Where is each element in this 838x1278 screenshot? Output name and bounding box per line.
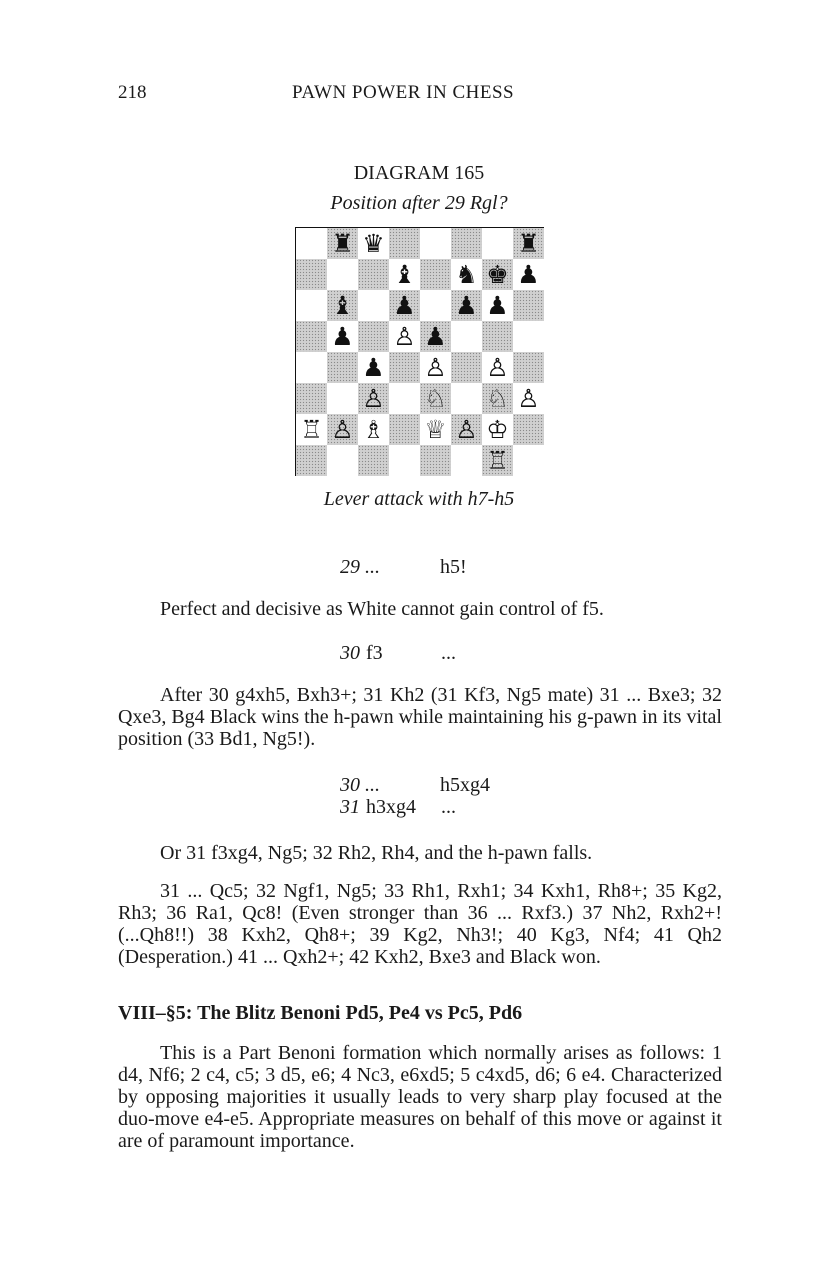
black-queen-icon: ♛ bbox=[362, 229, 385, 258]
board-square bbox=[482, 228, 513, 259]
board-square bbox=[482, 259, 513, 290]
board-square bbox=[513, 352, 544, 383]
board-square bbox=[451, 321, 482, 352]
black-bishop-icon: ♝ bbox=[393, 260, 416, 289]
board-square bbox=[358, 259, 389, 290]
white-knight-icon: ♘ bbox=[486, 384, 509, 413]
chess-board bbox=[295, 227, 544, 476]
board-square bbox=[420, 445, 451, 476]
board-square bbox=[358, 228, 389, 259]
white-bishop-icon: ♗ bbox=[362, 415, 385, 444]
board-square bbox=[327, 290, 358, 321]
board-square bbox=[482, 321, 513, 352]
board-square bbox=[451, 445, 482, 476]
board-square bbox=[513, 290, 544, 321]
board-square bbox=[389, 414, 420, 445]
board-square bbox=[358, 383, 389, 414]
board-square bbox=[420, 228, 451, 259]
board-square bbox=[513, 414, 544, 445]
board-square bbox=[482, 445, 513, 476]
black-pawn-icon: ♟ bbox=[455, 291, 478, 320]
black-pawn-icon: ♟ bbox=[517, 260, 540, 289]
board-square bbox=[296, 259, 327, 290]
board-square bbox=[451, 383, 482, 414]
black-bishop-icon: ♝ bbox=[331, 291, 354, 320]
board-square bbox=[389, 383, 420, 414]
board-square bbox=[482, 383, 513, 414]
running-title: PAWN POWER IN CHESS bbox=[292, 82, 515, 103]
board-square bbox=[358, 290, 389, 321]
white-pawn-icon: ♙ bbox=[455, 415, 478, 444]
board-square bbox=[327, 321, 358, 352]
black-pawn-icon: ♟ bbox=[331, 322, 354, 351]
board-square bbox=[482, 352, 513, 383]
analysis-paragraph: Or 31 f3xg4, Ng5; 32 Rh2, Rh4, and the h-pawn falls. bbox=[160, 842, 593, 864]
board-square bbox=[513, 383, 544, 414]
page-number: 218 bbox=[118, 82, 147, 103]
board-square bbox=[358, 352, 389, 383]
board-square bbox=[327, 259, 358, 290]
diagram-caption: Lever attack with h7-h5 bbox=[323, 488, 515, 510]
analysis-paragraph: After 30 g4xh5, Bxh3+; 31 Kh2 (31 Kf3, Ng5 mate) 31 ... Bxe3; 32 Qxe3, Bg4 Black wins the h-pawn while maintaining his g-pawn in its vital position (33 Bd1, Ng5!). bbox=[118, 684, 722, 750]
move-ellipsis: ... bbox=[441, 796, 456, 818]
move-ellipsis: ... bbox=[441, 642, 456, 664]
board-square bbox=[420, 321, 451, 352]
board-square bbox=[420, 414, 451, 445]
board-square bbox=[327, 445, 358, 476]
board-square bbox=[513, 228, 544, 259]
move-number: 31 bbox=[340, 796, 360, 818]
board-square bbox=[327, 352, 358, 383]
board-square bbox=[513, 259, 544, 290]
move-number: 30 ... bbox=[340, 774, 380, 796]
board-square bbox=[296, 290, 327, 321]
board-square bbox=[296, 445, 327, 476]
board-square bbox=[389, 290, 420, 321]
section-heading: VIII–§5: The Blitz Benoni Pd5, Pe4 vs Pc5, Pd6 bbox=[118, 1002, 523, 1024]
board-square bbox=[358, 445, 389, 476]
white-queen-icon: ♕ bbox=[424, 415, 447, 444]
move-text: h5xg4 bbox=[440, 774, 490, 796]
diagram-title: DIAGRAM 165 bbox=[353, 162, 485, 184]
board-square bbox=[296, 414, 327, 445]
board-square bbox=[420, 383, 451, 414]
white-pawn-icon: ♙ bbox=[362, 384, 385, 413]
black-pawn-icon: ♟ bbox=[424, 322, 447, 351]
board-square bbox=[296, 352, 327, 383]
board-square bbox=[513, 321, 544, 352]
board-square bbox=[451, 414, 482, 445]
board-square bbox=[420, 352, 451, 383]
board-square bbox=[327, 414, 358, 445]
board-square bbox=[420, 259, 451, 290]
black-king-icon: ♚ bbox=[486, 260, 509, 289]
board-square bbox=[451, 352, 482, 383]
move-text: f3 bbox=[366, 642, 383, 664]
move-text: h5! bbox=[440, 556, 467, 578]
black-knight-icon: ♞ bbox=[455, 260, 478, 289]
black-pawn-icon: ♟ bbox=[362, 353, 385, 382]
white-pawn-icon: ♙ bbox=[517, 384, 540, 413]
board-square bbox=[296, 228, 327, 259]
black-rook-icon: ♜ bbox=[331, 229, 354, 258]
board-square bbox=[389, 259, 420, 290]
board-square bbox=[451, 290, 482, 321]
white-knight-icon: ♘ bbox=[424, 384, 447, 413]
board-square bbox=[389, 228, 420, 259]
comment-paragraph: Perfect and decisive as White cannot gain control of f5. bbox=[160, 598, 604, 620]
board-square bbox=[389, 445, 420, 476]
body-paragraph: This is a Part Benoni formation which normally arises as follows: 1 d4, Nf6; 2 c4, c5; 3 d5, e6; 4 Nc3, e6xd5; 5 c4xd5, d6; 6 e4. Characterized by opposing majorities it usually leads to very sharp play focused at the duo-move e4-e5. Appropriate measures on behalf of this move or against it are of paramount importance. bbox=[118, 1042, 722, 1152]
diagram-subtitle: Position after 29 Rgl? bbox=[330, 192, 508, 214]
board-square bbox=[420, 290, 451, 321]
move-text: h3xg4 bbox=[366, 796, 416, 818]
board-square bbox=[296, 383, 327, 414]
board-square bbox=[358, 321, 389, 352]
white-pawn-icon: ♙ bbox=[331, 415, 354, 444]
board-square bbox=[513, 445, 544, 476]
move-number: 29 ... bbox=[340, 556, 380, 578]
white-pawn-icon: ♙ bbox=[486, 353, 509, 382]
white-king-icon: ♔ bbox=[486, 415, 509, 444]
board-square bbox=[389, 352, 420, 383]
move-number: 30 bbox=[340, 642, 360, 664]
white-pawn-icon: ♙ bbox=[424, 353, 447, 382]
white-rook-icon: ♖ bbox=[300, 415, 323, 444]
board-square bbox=[389, 321, 420, 352]
board-square bbox=[327, 228, 358, 259]
black-pawn-icon: ♟ bbox=[393, 291, 416, 320]
board-square bbox=[482, 290, 513, 321]
board-square bbox=[296, 321, 327, 352]
analysis-paragraph: 31 ... Qc5; 32 Ngf1, Ng5; 33 Rh1, Rxh1; 34 Kxh1, Rh8+; 35 Kg2, Rh3; 36 Ra1, Qc8! (Even stronger than 36 ... Rxf3.) 37 Nh2, Rxh2+! (...Qh8!!) 38 Kxh2, Qh8+; 39 Kg2, Nh3!; 40 Kg3, Nf4; 41 Qh2 (Desperation.) 41 ... Qxh2+; 42 Kxh2, Bxe3 and Black won. bbox=[118, 880, 722, 968]
white-pawn-icon: ♙ bbox=[393, 322, 416, 351]
black-rook-icon: ♜ bbox=[517, 229, 540, 258]
board-square bbox=[451, 228, 482, 259]
white-rook-icon: ♖ bbox=[486, 446, 509, 475]
black-pawn-icon: ♟ bbox=[486, 291, 509, 320]
board-square bbox=[358, 414, 389, 445]
board-square bbox=[451, 259, 482, 290]
board-square bbox=[482, 414, 513, 445]
board-square bbox=[327, 383, 358, 414]
